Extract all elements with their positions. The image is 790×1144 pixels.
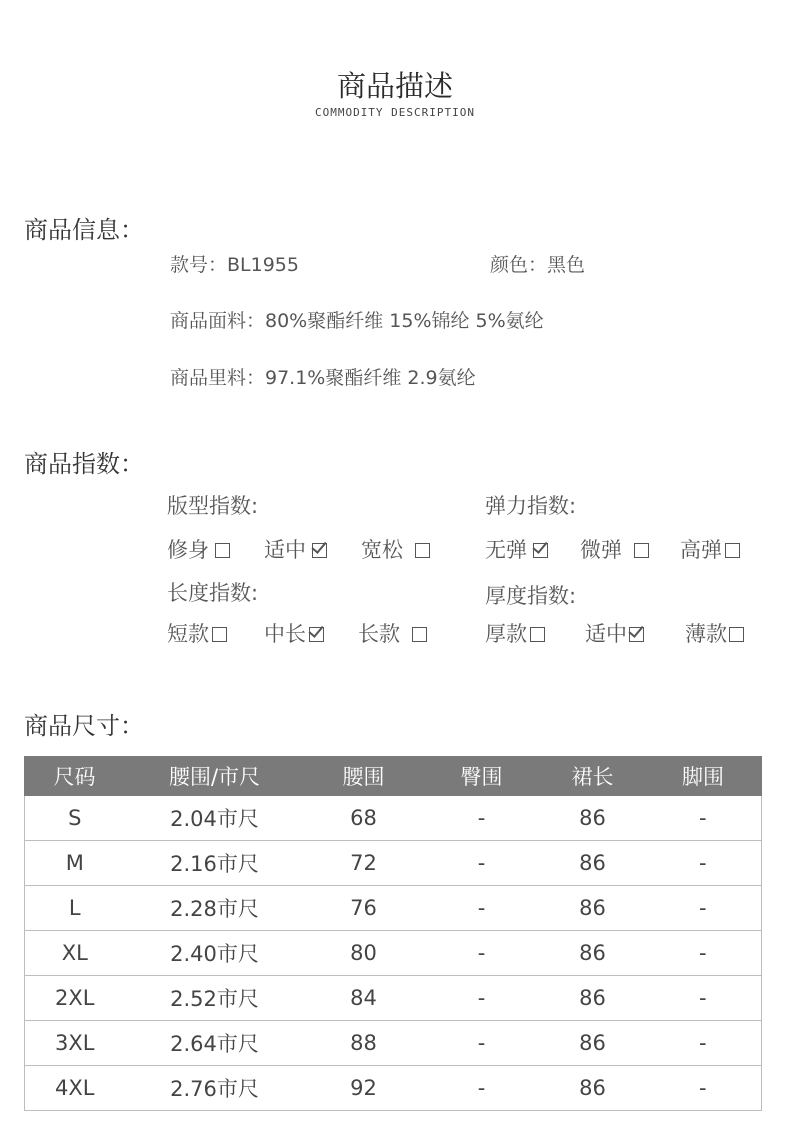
option-thick-thick bbox=[485, 618, 545, 648]
table-cell: S bbox=[25, 796, 125, 841]
option-fit-slim bbox=[167, 534, 230, 564]
table-cell: 86 bbox=[541, 796, 645, 841]
option-elastic-high bbox=[680, 534, 740, 564]
table-cell: L bbox=[25, 886, 125, 931]
table-cell: - bbox=[423, 976, 541, 1021]
checkbox-icon bbox=[412, 627, 427, 642]
checkbox-icon bbox=[729, 627, 744, 642]
lining-info: 商品里料：97.1%聚酯纤维 2.9氨纶 bbox=[170, 367, 476, 389]
table-cell: 4XL bbox=[25, 1066, 125, 1111]
option-label: 无弹 bbox=[485, 538, 527, 562]
option-label: 中长 bbox=[264, 622, 306, 646]
option-label: 短款 bbox=[167, 622, 209, 646]
table-cell: 84 bbox=[305, 976, 423, 1021]
style-number: 款号：BL1955 bbox=[170, 254, 299, 276]
checkbox-icon bbox=[634, 543, 649, 558]
option-fit-loose bbox=[361, 534, 430, 564]
option-label: 高弹 bbox=[680, 538, 722, 562]
option-label: 薄款 bbox=[685, 622, 727, 646]
table-cell: 86 bbox=[541, 886, 645, 931]
column-header: 尺码 bbox=[25, 757, 125, 796]
table-row bbox=[25, 1066, 762, 1111]
checkbox-checked-icon bbox=[629, 627, 644, 642]
option-thick-thin bbox=[685, 618, 744, 648]
table-cell: 2.52市尺 bbox=[125, 976, 305, 1021]
table-row bbox=[25, 976, 762, 1021]
option-label: 宽松 bbox=[361, 538, 403, 562]
table-cell: 2.16市尺 bbox=[125, 841, 305, 886]
fabric-info: 商品面料：80%聚酯纤维 15%锦纶 5%氨纶 bbox=[170, 310, 544, 332]
table-cell: 86 bbox=[541, 841, 645, 886]
table-cell: 3XL bbox=[25, 1021, 125, 1066]
table-cell: - bbox=[423, 1021, 541, 1066]
table-cell: 2.04市尺 bbox=[125, 796, 305, 841]
option-length-mid bbox=[264, 618, 324, 648]
table-cell: M bbox=[25, 841, 125, 886]
table-cell: - bbox=[645, 931, 762, 976]
option-label: 长款 bbox=[358, 622, 400, 646]
page-title: 商品描述 bbox=[336, 69, 453, 103]
table-cell: 88 bbox=[305, 1021, 423, 1066]
table-cell: 72 bbox=[305, 841, 423, 886]
table-cell: 68 bbox=[305, 796, 423, 841]
table-cell: 80 bbox=[305, 931, 423, 976]
table-cell: - bbox=[423, 931, 541, 976]
table-cell: - bbox=[645, 1066, 762, 1111]
table-cell: - bbox=[645, 1021, 762, 1066]
option-label: 微弹 bbox=[580, 538, 622, 562]
table-cell: - bbox=[423, 841, 541, 886]
page-subtitle: COMMODITY DESCRIPTION bbox=[314, 106, 476, 119]
table-cell: 2XL bbox=[25, 976, 125, 1021]
table-cell: - bbox=[645, 841, 762, 886]
option-thick-regular bbox=[585, 618, 644, 648]
option-fit-regular bbox=[264, 534, 327, 564]
table-cell: 2.76市尺 bbox=[125, 1066, 305, 1111]
table-row bbox=[25, 796, 762, 841]
info-heading: 商品信息： bbox=[24, 216, 144, 244]
column-header: 裙长 bbox=[541, 757, 645, 796]
option-label: 适中 bbox=[264, 538, 306, 562]
length-index-label: 长度指数: bbox=[167, 581, 259, 605]
size-table bbox=[24, 756, 762, 1111]
option-length-short bbox=[167, 618, 227, 648]
option-elastic-slight bbox=[580, 534, 649, 564]
table-cell: 2.64市尺 bbox=[125, 1021, 305, 1066]
column-header: 腰围/市尺 bbox=[125, 757, 305, 796]
table-cell: - bbox=[423, 796, 541, 841]
table-cell: 86 bbox=[541, 1021, 645, 1066]
option-label: 修身 bbox=[167, 538, 209, 562]
table-cell: 86 bbox=[541, 931, 645, 976]
indices-heading: 商品指数： bbox=[24, 450, 144, 478]
table-row bbox=[25, 1021, 762, 1066]
table-cell: - bbox=[423, 1066, 541, 1111]
table-header-row bbox=[25, 757, 762, 796]
table-cell: 92 bbox=[305, 1066, 423, 1111]
column-header: 脚围 bbox=[645, 757, 762, 796]
fit-index-label: 版型指数: bbox=[167, 494, 259, 518]
table-row bbox=[25, 841, 762, 886]
column-header: 腰围 bbox=[305, 757, 423, 796]
option-label: 厚款 bbox=[485, 622, 527, 646]
table-row bbox=[25, 886, 762, 931]
table-cell: 76 bbox=[305, 886, 423, 931]
thickness-index-label: 厚度指数: bbox=[485, 584, 577, 608]
option-elastic-none bbox=[485, 534, 548, 564]
table-cell: - bbox=[645, 796, 762, 841]
table-cell: 86 bbox=[541, 1066, 645, 1111]
color-info: 颜色：黑色 bbox=[490, 254, 586, 276]
option-length-long bbox=[358, 618, 427, 648]
table-cell: 2.28市尺 bbox=[125, 886, 305, 931]
table-cell: - bbox=[423, 886, 541, 931]
table-cell: - bbox=[645, 886, 762, 931]
checkbox-icon bbox=[215, 543, 230, 558]
elasticity-index-label: 弹力指数: bbox=[485, 494, 577, 518]
checkbox-checked-icon bbox=[309, 627, 324, 642]
checkbox-checked-icon bbox=[312, 543, 327, 558]
table-cell: 2.40市尺 bbox=[125, 931, 305, 976]
table-cell: XL bbox=[25, 931, 125, 976]
table-cell: - bbox=[645, 976, 762, 1021]
table-cell: 86 bbox=[541, 976, 645, 1021]
checkbox-checked-icon bbox=[533, 543, 548, 558]
column-header: 臀围 bbox=[423, 757, 541, 796]
option-label: 适中 bbox=[585, 622, 627, 646]
checkbox-icon bbox=[725, 543, 740, 558]
checkbox-icon bbox=[415, 543, 430, 558]
table-row bbox=[25, 931, 762, 976]
checkbox-icon bbox=[530, 627, 545, 642]
checkbox-icon bbox=[212, 627, 227, 642]
size-heading: 商品尺寸： bbox=[24, 712, 144, 740]
